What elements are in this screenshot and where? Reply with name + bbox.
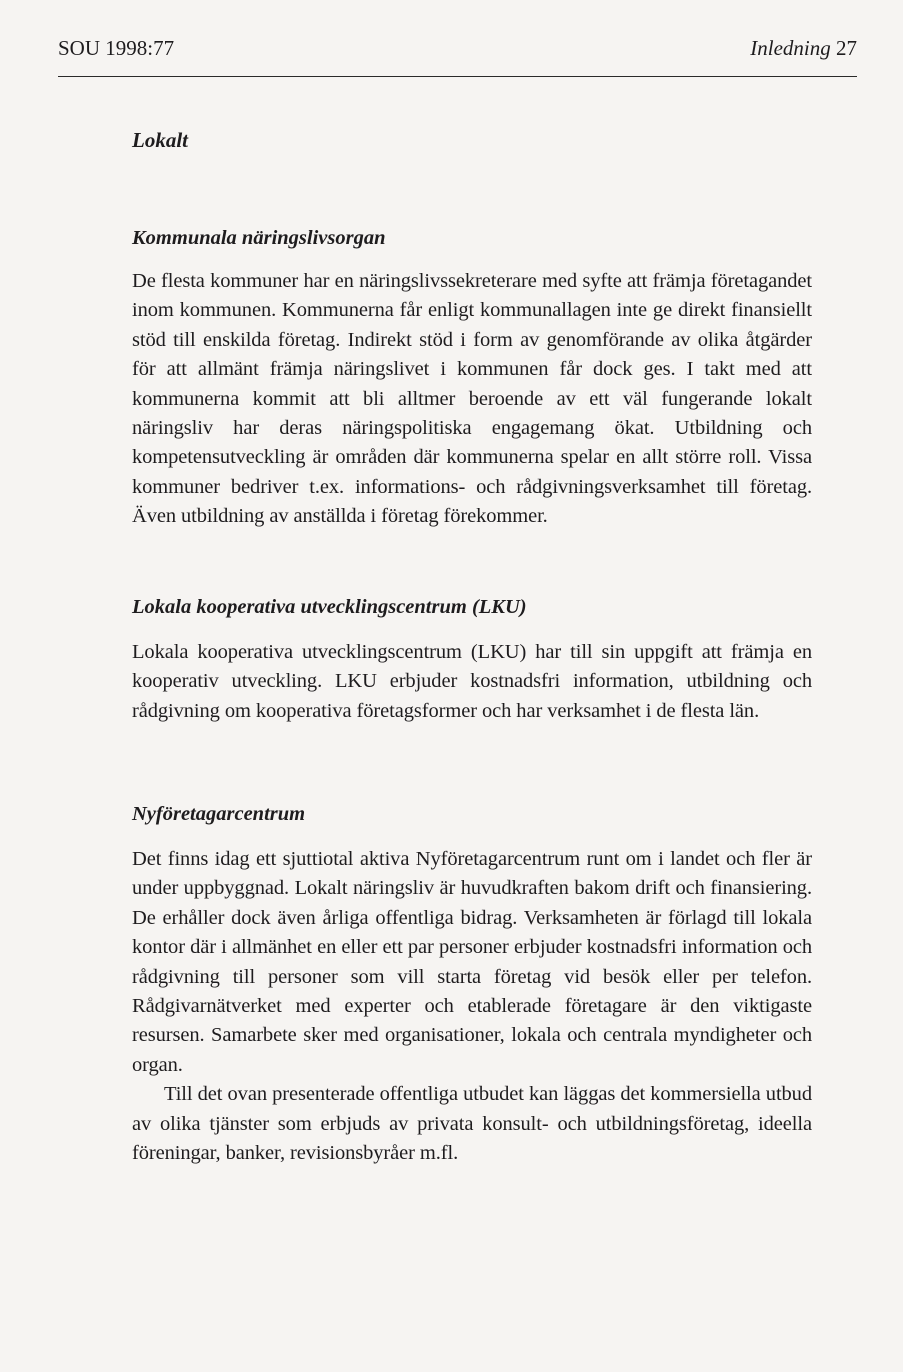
report-number: SOU 1998:77 — [58, 36, 175, 60]
paragraph: Det finns idag ett sjuttiotal aktiva Nyföretagarcentrum runt om i landet och fler är under uppbyggnad. Lokalt näringsliv är huvudkraften bakom drift och finansiering. De erhåller dock även årliga offentliga bidrag. Verksamheten är förlagd till lokala kontor där i allmänhet en eller ett par personer erbjuder kostnadsfri information och rådgivning till personer som vill starta företag vid besök eller per telefon. Rådgivarnätverket med experter och etablerade företagare är den viktigaste resursen. Samarbete sker med organisationer, lokala och centrala myndigheter och organ. — [132, 848, 812, 1076]
header-section-page — [750, 36, 857, 61]
subheading-lku: Lokala kooperativa utvecklingscentrum (LKU) — [132, 596, 527, 618]
subheading-nyforetagarcentrum: Nyföretagarcentrum — [132, 803, 306, 825]
section-title: Inledning — [750, 36, 831, 60]
running-header — [58, 36, 857, 76]
page-number: 27 — [836, 36, 857, 60]
paragraph: Lokala kooperativa utvecklingscentrum (LKU) har till sin uppgift att främja en kooperativ utveckling. LKU erbjuder kostnadsfri information, utbildning och rådgivning om kooperativa företagsformer och har verksamhet i de flesta län. — [132, 641, 812, 722]
paragraph: Till det ovan presenterade offentliga utbudet kan läggas det kommersiella utbud av olika tjänster som erbjuds av privata konsult- och utbildningsföretag, ideella föreningar, banker, revisionsbyråer m.fl. — [132, 1083, 812, 1165]
heading-block — [132, 124, 812, 156]
section-lku — [132, 592, 812, 726]
section-heading: Lokalt — [132, 128, 188, 152]
subheading-kommunala: Kommunala näringslivsorgan — [132, 227, 386, 249]
header-rule — [58, 76, 857, 77]
section-nyforetagarcentrum — [132, 799, 812, 1168]
section-kommunala — [132, 223, 812, 532]
paragraph: De flesta kommuner har en näringslivssekreterare med syfte att främja företagandet inom kommunen. Kommunerna får enligt kommunallagen inte ge direkt finansiellt stöd till enskilda företag. Indirekt stöd i form av genomförande av olika åtgärder för att allmänt främja näringslivet i kommunen får dock ges. I takt med att kommunerna kommit att bli alltmer beroende av ett väl fungerande lokalt näringsliv har deras näringspolitiska engagemang ökat. Utbildning och kompetensutveckling är områden där kommunerna spelar en allt större roll. Vissa kommuner bedriver t.ex. informations- och rådgivningsverksamhet till företag. Även utbildning av anställda i företag förekommer. — [132, 270, 812, 528]
